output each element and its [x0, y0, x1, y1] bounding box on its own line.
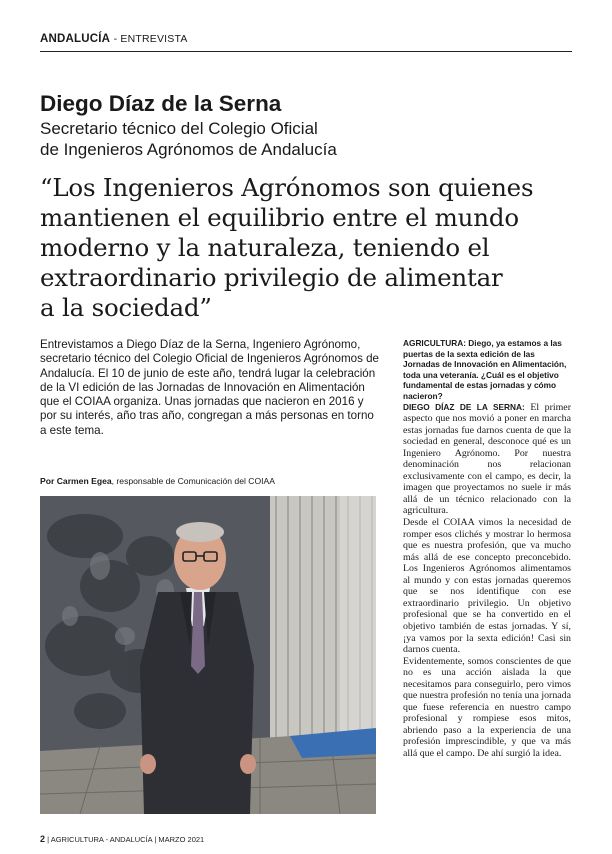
header-rule [40, 51, 572, 52]
answer-paragraph-2: Desde el COIAA vimos la necesidad de romper esos clichés y mostrar lo hermosa que es nuestra profesión, que va mucho más allá de ese concepto preconcebido. Los Ingenieros Agrónomos alimentamos al mundo y con estas jornadas queremos que se nos identifique con ese extraordinario privilegio. Un objetivo profesional que se ha convertido en el objetivo también de estas jornadas. Y sí, ¡ya vamos por la sexta edición! Casi sin darnos cuenta. [403, 517, 571, 656]
answer-paragraph-1 [403, 402, 571, 517]
headline-quote: “Los Ingenieros Agrónomos son quienes mantienen el equilibrio entre el mundo moderno y la naturaleza, teniendo el extraordinario privilegio de alimentar a la sociedad” [40, 173, 534, 322]
section-header [40, 33, 572, 45]
answer-speaker: DIEGO DÍAZ DE LA SERNA: [403, 401, 525, 412]
byline-author: Por Carmen Egea [40, 476, 112, 486]
interviewee-role [40, 118, 560, 160]
interview-answer [403, 402, 571, 760]
section-subtitle: - ENTREVISTA [113, 33, 188, 45]
byline-role: , responsable de Comunicación del COIAA [111, 476, 276, 486]
lead-paragraph: Entrevistamos a Diego Díaz de la Serna, Ingeniero Agrónomo, secretario técnico del Colegio Oficial de Ingenieros Agrónomos de Andalucía. El 10 de junio de este año, tendrá lugar la celebración de la VI edición de las Jornadas de Innovación en Alimentación que el COIAA organiza. Unas jornadas que nacieron en 2016 y por su interés, año tras año, congregan a más personas en torno a este tema. [40, 338, 379, 437]
section-name: ANDALUCÍA [40, 33, 111, 45]
role-line-2: de Ingenieros Agrónomos de Andalucía [40, 140, 337, 159]
footer-text: | AGRICULTURA - ANDALUCÍA | MARZO 2021 [45, 835, 205, 844]
answer-paragraph-3: Evidentemente, somos conscientes de que no es una acción aislada la que necesitamos para conseguirlo, pero vimos que nuestra profesión no tenía una jornada que fuese referencia en nuestro campo profesional y rompiese esos mitos, abriendo paso a la experiencia de una profesión imprescindible, y que va más allá que el campo. De ahí surgió la idea. [403, 655, 571, 759]
interview-question: AGRICULTURA: Diego, ya estamos a las puertas de la sexta edición de las Jornadas de Innovación en Alimentación, toda una veteranía. ¿Cuál es el objetivo fundamental de estas jornadas y cómo nacieron? [403, 338, 567, 401]
page-number: 2 [40, 834, 46, 844]
interviewee-name: Diego Díaz de la Serna [40, 91, 282, 116]
role-line-1: Secretario técnico del Colegio Oficial [40, 119, 318, 138]
page-footer [40, 834, 204, 844]
answer-text-1: El primer aspecto que nos movió a poner en marcha estas jornadas fue darnos cuenta de que la sociedad en general, desconoce qué es un Ingeniero Agrónomo. Por nuestra denominación nos relacionan exclusivamente con el campo, es decir, la imagen que proyectamos no suele ir más allá de un técnico relacionado con la agricultura. [403, 401, 571, 517]
portrait-photo [40, 496, 376, 814]
interview-column [403, 338, 571, 760]
byline [40, 476, 380, 486]
